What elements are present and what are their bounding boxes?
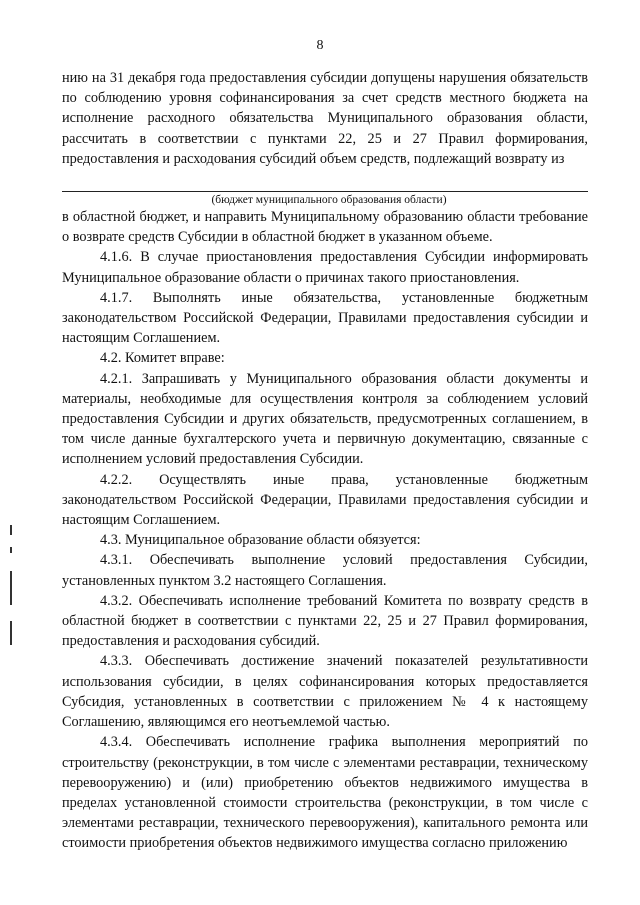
blank-fill-line bbox=[62, 169, 588, 192]
paragraph-4-3-1: 4.3.1. Обеспечивать выполнение условий предоставления Субсидии, установленных пунктом 3.2 настоящего Соглашения. bbox=[62, 552, 588, 589]
scan-margin-marks bbox=[6, 525, 18, 645]
scan-mark bbox=[10, 621, 12, 645]
paragraph-4-3-3: 4.3.3. Обеспечивать достижение значений показателей результативности использования субсидии, в целях софинансирования которых предоставляется Субсидия, установленных в соответствии с приложением № 4 к настоящему Соглашению, являющимся его неотъемлемой частью. bbox=[62, 653, 588, 731]
scan-mark bbox=[10, 571, 12, 605]
paragraph-return-requirement: в областной бюджет, и направить Муниципальному образованию области требование о возврате средств Субсидии в областной бюджет в указанном объеме. bbox=[62, 209, 588, 246]
paragraph-4-2-2: 4.2.2. Осуществлять иные права, установленные бюджетным законодательством Российской Федерации, Правилами предоставления субсидии и настоящим Соглашением. bbox=[62, 471, 588, 529]
page-number: 8 bbox=[316, 38, 324, 53]
document-body bbox=[62, 68, 588, 854]
paragraph-4-3-2: 4.3.2. Обеспечивать исполнение требований Комитета по возврату средств в областной бюджет в соответствии с пунктами 22, 25 и 27 Правил формирования, предоставления и расходования субсидий. bbox=[62, 592, 588, 650]
paragraph-4-2-1: 4.2.1. Запрашивать у Муниципального образования области документы и материалы, необходимые для осуществления контроля за соблюдением условий предоставления Субсидии и других обязательств, предусмотренных соглашением, в том числе данные бухгалтерского учета и первичную документацию, связанные с исполнением условий предоставления Субсидии. bbox=[62, 370, 588, 468]
blank-fill-caption: (бюджет муниципального образования области) bbox=[211, 194, 447, 207]
paragraph-continuation: нию на 31 декабря года предоставления субсидии допущены нарушения обязательств по соблюдению уровня софинансирования за счет средств местного бюджета на исполнение расходного обязательства Муниципального образования области, рассчитать в соответствии с пунктами 22, 25 и 27 Правил формирования, предоставления и расходования субсидий объем средств, подлежащий возврату из bbox=[62, 70, 588, 167]
paragraph-4-1-7: 4.1.7. Выполнять иные обязательства, установленные бюджетным законодательством Российской Федерации, Правилами предоставления субсидии и настоящим Соглашением. bbox=[62, 289, 588, 347]
paragraph-4-3-4: 4.3.4. Обеспечивать исполнение графика выполнения мероприятий по строительству (реконструкции, в том числе с элементами реставрации, техническому перевооружению) и (или) приобретению объектов недвижимого имущества в пределах установленной стоимости строительства (реконструкции, в том числе с элементами реставрации, технического перевооружения), капитального ремонта или стоимости приобретения объектов недвижимого имущества согласно приложению bbox=[62, 734, 588, 852]
paragraph-4-2: 4.2. Комитет вправе: bbox=[100, 350, 225, 367]
scan-mark bbox=[10, 525, 12, 535]
scan-mark bbox=[10, 547, 12, 553]
paragraph-4-1-6: 4.1.6. В случае приостановления предоставления Субсидии информировать Муниципальное образование области о причинах такого приостановления. bbox=[62, 249, 588, 286]
paragraph-4-3: 4.3. Муниципальное образование области обязуется: bbox=[100, 532, 421, 549]
